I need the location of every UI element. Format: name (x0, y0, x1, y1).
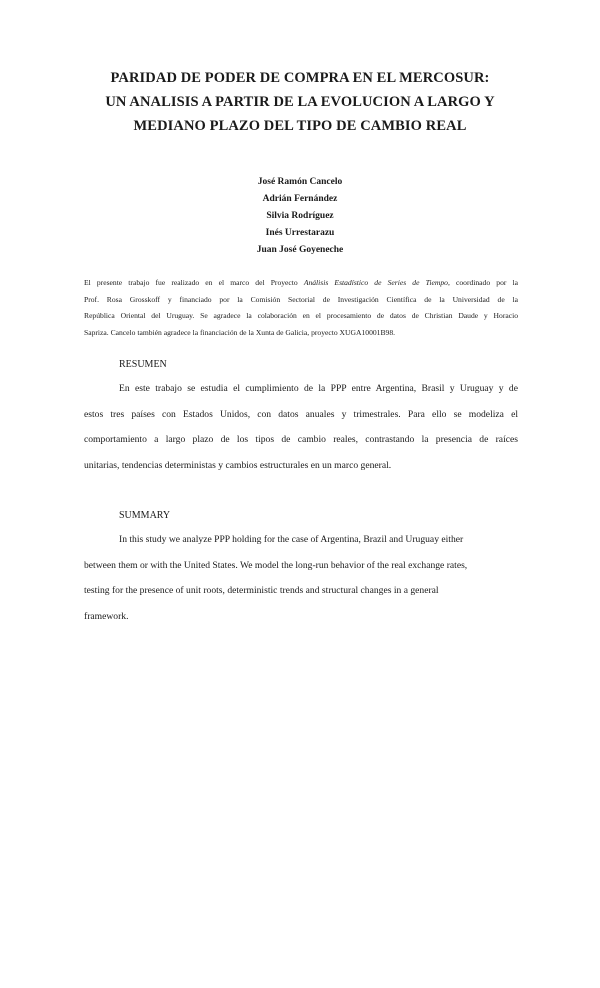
title-line-2: UN ANALISIS A PARTIR DE LA EVOLUCION A LARGO Y (105, 94, 495, 110)
footnote-line-3: República Oriental del Uruguay. Se agradece la colaboración en el procesamiento de datos de Christian Daude y Horacio (84, 311, 518, 320)
footnote-line-4: Sapriza. Cancelo también agradece la financiación de la Xunta de Galicia, proyecto XUGA10001B98. (84, 327, 396, 337)
author-name: José Ramón Cancelo (257, 177, 343, 187)
resumen-abstract (84, 382, 518, 484)
abstract-line: estos tres países con Estados Unidos, con datos anuales y trimestrales. Para ello se modeliza el (84, 408, 518, 420)
summary-abstract (84, 533, 518, 635)
abstract-line: between them or with the United States. We model the long-run behavior of the real exchange rates, (84, 559, 468, 571)
abstract-line: framework. (84, 610, 129, 622)
author-name: Adrián Fernández (262, 194, 338, 204)
acknowledgement-footnote (84, 275, 518, 341)
abstract-line: comportamiento a largo plazo de los tipos de cambio reales, contrastando la presencia de raíces (84, 434, 518, 445)
paper-title (60, 66, 540, 138)
footnote-text: , coordinado por la (447, 278, 519, 287)
project-name: Análisis Estadístico de Series de Tiempo (303, 278, 448, 287)
author-name: Silvia Rodríguez (266, 211, 334, 221)
resumen-heading: RESUMEN (119, 359, 167, 370)
footnote-line-1 (84, 275, 518, 292)
footnote-text: El presente trabajo fue realizado en el marco del Proyecto (84, 278, 304, 287)
abstract-line: testing for the presence of unit roots, deterministic trends and structural changes in a general (84, 585, 439, 596)
title-line-3: MEDIANO PLAZO DEL TIPO DE CAMBIO REAL (133, 118, 467, 134)
summary-heading: SUMMARY (119, 510, 171, 521)
abstract-line: In this study we analyze PPP holding for the case of Argentina, Brazil and Uruguay either (119, 534, 464, 545)
footnote-line-2: Prof. Rosa Grosskoff y financiado por la Comisión Sectorial de Investigación Científica de la Universidad de la (84, 294, 518, 304)
abstract-line: unitarias, tendencias deterministas y cambios estructurales en un marco general. (84, 459, 392, 471)
title-line-1: PARIDAD DE PODER DE COMPRA EN EL MERCOSUR: (110, 70, 490, 86)
author-name: Juan José Goyeneche (256, 245, 344, 255)
abstract-line: En este trabajo se estudia el cumplimiento de la PPP entre Argentina, Brasil y Uruguay y de (119, 383, 518, 394)
author-name: Inés Urrestarazu (265, 228, 335, 238)
author-list (150, 174, 450, 259)
